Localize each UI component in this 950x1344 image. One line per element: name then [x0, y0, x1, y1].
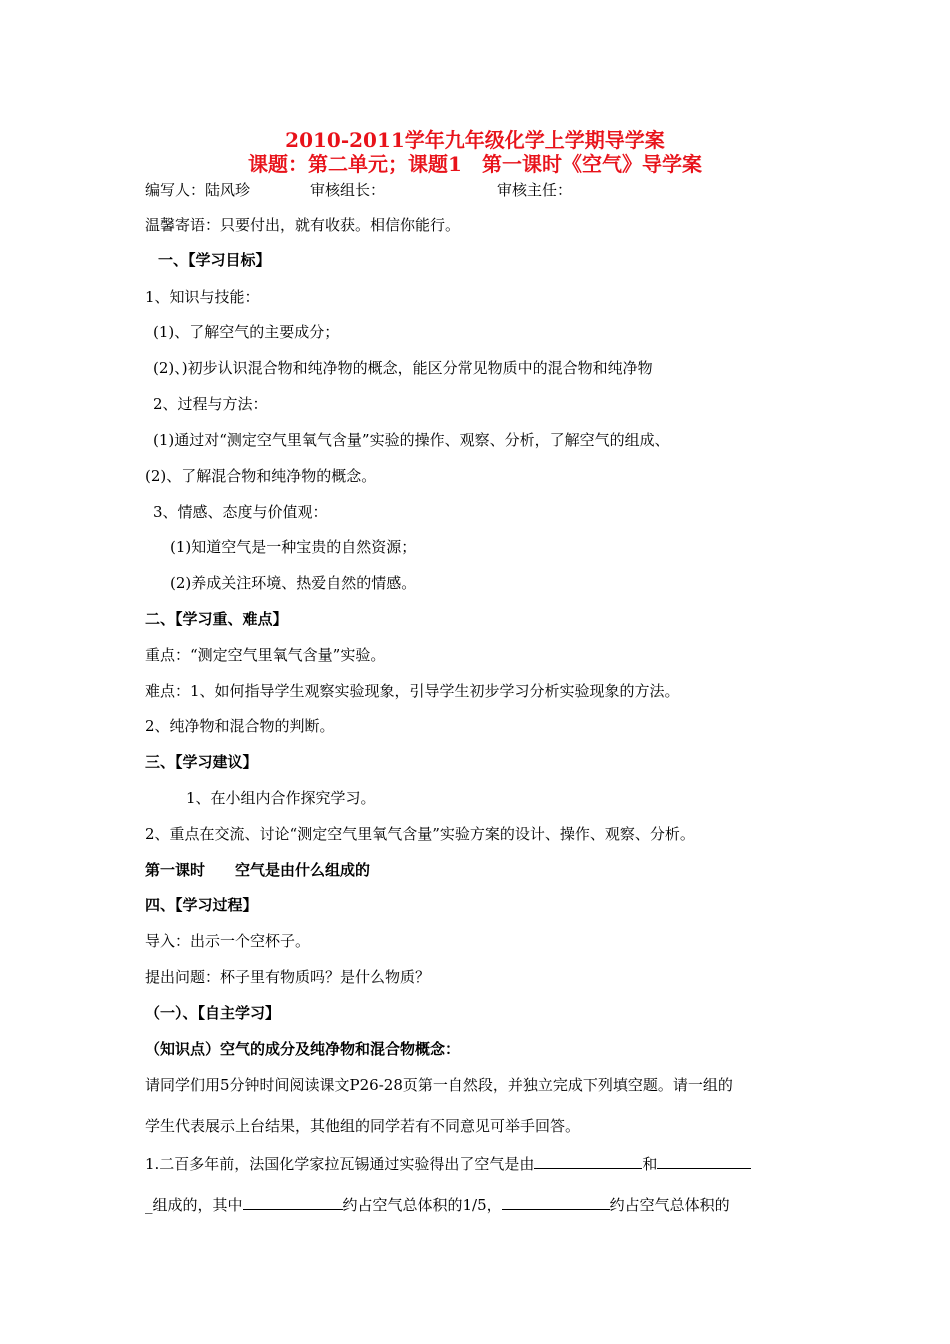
lesson-title: 第一课时 空气是由什么组成的	[145, 861, 371, 879]
author: 编写人：陆风珍	[145, 181, 251, 199]
knowledge-point-topic: （知识点）空气的成分及纯净物和混合物概念：	[145, 1040, 461, 1058]
fill-in-blank[interactable]	[657, 1154, 751, 1169]
list-item: 2、重点在交流、讨论“测定空气里氧气含量”实验方案的设计、操作、观察、分析。	[145, 825, 695, 843]
question-text: 1.二百多年前，法国化学家拉瓦锡通过实验得出了空气是由	[145, 1155, 535, 1173]
fill-in-blank[interactable]	[243, 1195, 343, 1210]
reviewer-director: 审核主任：	[497, 181, 573, 199]
question-text: 约占空气总体积的	[609, 1196, 730, 1214]
document-title: 2010-2011学年九年级化学上学期导学案	[285, 128, 665, 152]
question-text: _组成的，其中	[145, 1196, 243, 1214]
list-item: (1)知道空气是一种宝贵的自然资源；	[170, 538, 417, 556]
list-item: (1)、了解空气的主要成分；	[153, 323, 340, 341]
self-study-heading: （一）、【自主学习】	[145, 1004, 281, 1022]
list-item: (2)、)初步认识混合物和纯净物的概念，能区分常见物质中的混合物和纯净物	[153, 359, 653, 377]
list-item: 提出问题：杯子里有物质吗？是什么物质？	[145, 968, 431, 986]
list-item: 3、情感、态度与价值观：	[153, 503, 328, 521]
instruction-line: 请同学们用5分钟时间阅读课文P26-28页第一自然段，并独立完成下列填空题。请一组的	[145, 1076, 733, 1094]
question-text: 约占空气总体积的1/5，	[342, 1196, 502, 1214]
list-item: 2、过程与方法：	[153, 395, 268, 413]
list-item: 1、在小组内合作探究学习。	[186, 789, 376, 807]
list-item: 重点：“测定空气里氧气含量”实验。	[145, 646, 386, 664]
author-line	[145, 180, 845, 200]
fill-in-blank[interactable]	[534, 1154, 642, 1169]
list-item: 2、纯净物和混合物的判断。	[145, 717, 335, 735]
list-item: 1、知识与技能：	[145, 288, 260, 306]
reviewer-group: 审核组长：	[310, 181, 386, 199]
list-item: (1)通过对“测定空气里氧气含量”实验的操作、观察、分析，了解空气的组成、	[153, 431, 670, 449]
fill-in-blank[interactable]	[502, 1195, 610, 1210]
greeting: 温馨寄语：只要付出，就有收获。相信你能行。	[145, 216, 461, 234]
list-item: (2)养成关注环境、热爱自然的情感。	[170, 574, 417, 592]
section-heading-suggestions: 三、【学习建议】	[145, 753, 258, 771]
section-heading-objectives: 一、【学习目标】	[158, 251, 271, 269]
lesson-subtitle: 课题：第二单元；课题1 第一课时《空气》导学案	[248, 152, 702, 176]
section-heading-key-points: 二、【学习重、难点】	[145, 610, 288, 628]
list-item: 难点：1、如何指导学生观察实验现象，引导学生初步学习分析实验现象的方法。	[145, 682, 680, 700]
question-1-line-1	[145, 1154, 751, 1174]
question-text: 和	[642, 1155, 658, 1173]
list-item: 导入：出示一个空杯子。	[145, 932, 311, 950]
list-item: (2)、了解混合物和纯净物的概念。	[145, 467, 377, 485]
question-1-line-2	[145, 1195, 730, 1215]
section-heading-process: 四、【学习过程】	[145, 896, 258, 914]
instruction-line: 学生代表展示上台结果，其他组的同学若有不同意见可举手回答。	[145, 1117, 581, 1135]
